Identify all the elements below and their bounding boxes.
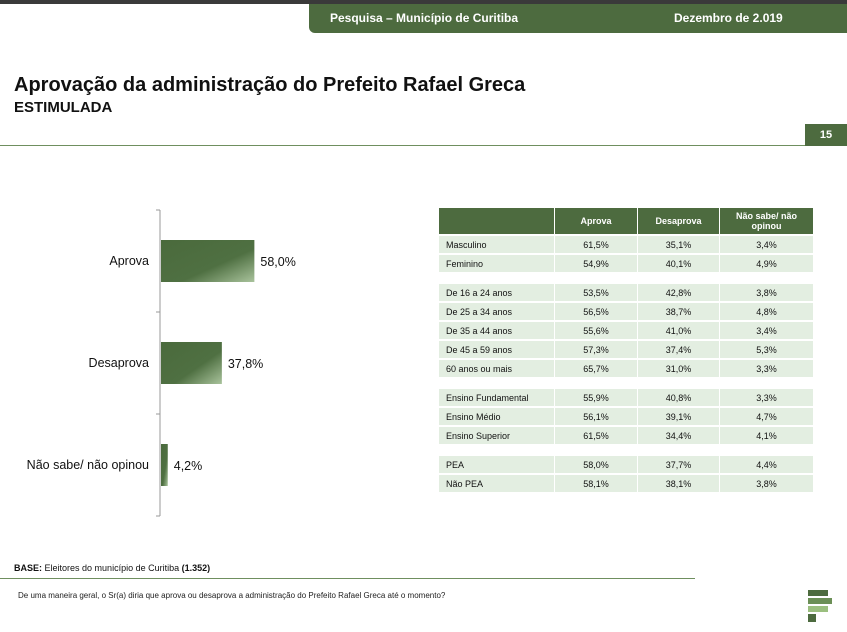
table-header-desaprova: Desaprova [638, 208, 719, 234]
table-cell: 61,5% [555, 236, 637, 253]
table-row-label: PEA [439, 456, 554, 473]
table-cell: 3,3% [720, 389, 813, 406]
table-cell: 4,7% [720, 408, 813, 425]
table-cell: 40,8% [638, 389, 719, 406]
table-spacer-cell [720, 446, 813, 454]
table-cell: 35,1% [638, 236, 719, 253]
table-spacer-cell [720, 274, 813, 282]
table-header-nao-sabe: Não sabe/ não opinou [720, 208, 813, 234]
table-cell: 38,7% [638, 303, 719, 320]
table-cell: 54,9% [555, 255, 637, 272]
header-bar [309, 4, 847, 33]
page-title: Aprovação da administração do Prefeito Rafael Greca [14, 74, 526, 96]
table-cell: 38,1% [638, 475, 719, 492]
table-cell: 3,4% [720, 322, 813, 339]
chart-category-label: Aprova [109, 254, 149, 268]
table-row-label: De 35 a 44 anos [439, 322, 554, 339]
table-group-spacer [439, 274, 813, 282]
chart-value-label: 4,2% [173, 459, 203, 473]
table-header-empty [439, 208, 554, 234]
survey-question: De uma maneira geral, o Sr(a) diria que aprova ou desaprova a administração do Prefeito Rafael Greca até o momento? [18, 591, 446, 600]
table-spacer-cell [555, 379, 637, 387]
header-date: Dezembro de 2.019 [674, 11, 783, 25]
table-row-label: Ensino Fundamental [439, 389, 554, 406]
table-cell: 4,1% [720, 427, 813, 444]
table-cell: 41,0% [638, 322, 719, 339]
brand-logo-icon [806, 588, 832, 624]
table-group-spacer [439, 446, 813, 454]
table-cell: 37,4% [638, 341, 719, 358]
table-cell: 56,1% [555, 408, 637, 425]
footer-divider [0, 578, 695, 579]
chart-category-label: Não sabe/ não opinou [26, 458, 149, 472]
table-row-label: Feminino [439, 255, 554, 272]
table-spacer-cell [439, 274, 554, 282]
table-spacer-cell [638, 379, 719, 387]
table-row-label: De 25 a 34 anos [439, 303, 554, 320]
table-cell: 55,9% [555, 389, 637, 406]
table-spacer-cell [555, 274, 637, 282]
chart-category-label: Desaprova [88, 356, 149, 370]
table-cell: 57,3% [555, 341, 637, 358]
table-row-label: Não PEA [439, 475, 554, 492]
table-row [439, 408, 813, 425]
table-row-label: Ensino Superior [439, 427, 554, 444]
table-row [439, 341, 813, 358]
table-header-row [439, 208, 813, 234]
table-row-label: De 16 a 24 anos [439, 284, 554, 301]
approval-bar-chart [0, 200, 420, 530]
table-cell: 53,5% [555, 284, 637, 301]
table-cell: 34,4% [638, 427, 719, 444]
table-cell: 4,4% [720, 456, 813, 473]
table-cell: 37,7% [638, 456, 719, 473]
page-number: 15 [805, 124, 847, 146]
base-note [14, 563, 210, 573]
table-row [439, 284, 813, 301]
table-cell: 42,8% [638, 284, 719, 301]
table-cell: 31,0% [638, 360, 719, 377]
page-subtitle: ESTIMULADA [14, 99, 113, 116]
base-label: BASE: [14, 563, 43, 573]
table-header-aprova: Aprova [555, 208, 637, 234]
header-title: Pesquisa – Município de Curitiba [330, 11, 519, 25]
table-cell: 4,9% [720, 255, 813, 272]
title-divider [0, 145, 805, 146]
table-row [439, 456, 813, 473]
chart-bar [161, 240, 254, 282]
table-cell: 55,6% [555, 322, 637, 339]
table-row [439, 303, 813, 320]
chart-bar [161, 342, 222, 384]
table-cell: 39,1% [638, 408, 719, 425]
table-cell: 58,0% [555, 456, 637, 473]
table-row-label: Masculino [439, 236, 554, 253]
base-n: (1.352) [181, 563, 211, 573]
base-text: Eleitores do município de Curitiba [44, 563, 180, 573]
table-cell: 56,5% [555, 303, 637, 320]
chart-value-label: 37,8% [227, 357, 264, 371]
table-row [439, 255, 813, 272]
table-cell: 3,8% [720, 475, 813, 492]
table-cell: 65,7% [555, 360, 637, 377]
table-cell: 3,3% [720, 360, 813, 377]
table-row [439, 427, 813, 444]
table-spacer-cell [638, 274, 719, 282]
breakdown-table [438, 206, 814, 494]
table-cell: 40,1% [638, 255, 719, 272]
table-row-label: De 45 a 59 anos [439, 341, 554, 358]
chart-value-label: 58,0% [260, 255, 296, 269]
table-spacer-cell [720, 379, 813, 387]
table-cell: 4,8% [720, 303, 813, 320]
table-spacer-cell [638, 446, 719, 454]
table-row [439, 236, 813, 253]
table-cell: 61,5% [555, 427, 637, 444]
table-row [439, 389, 813, 406]
table-cell: 5,3% [720, 341, 813, 358]
table-row-label: 60 anos ou mais [439, 360, 554, 377]
table-row-label: Ensino Médio [439, 408, 554, 425]
table-spacer-cell [555, 446, 637, 454]
chart-bar [161, 444, 168, 486]
table-row [439, 475, 813, 492]
table-cell: 3,8% [720, 284, 813, 301]
table-spacer-cell [439, 446, 554, 454]
table-group-spacer [439, 379, 813, 387]
table-cell: 3,4% [720, 236, 813, 253]
table-row [439, 360, 813, 377]
table-row [439, 322, 813, 339]
table-cell: 58,1% [555, 475, 637, 492]
table-spacer-cell [439, 379, 554, 387]
